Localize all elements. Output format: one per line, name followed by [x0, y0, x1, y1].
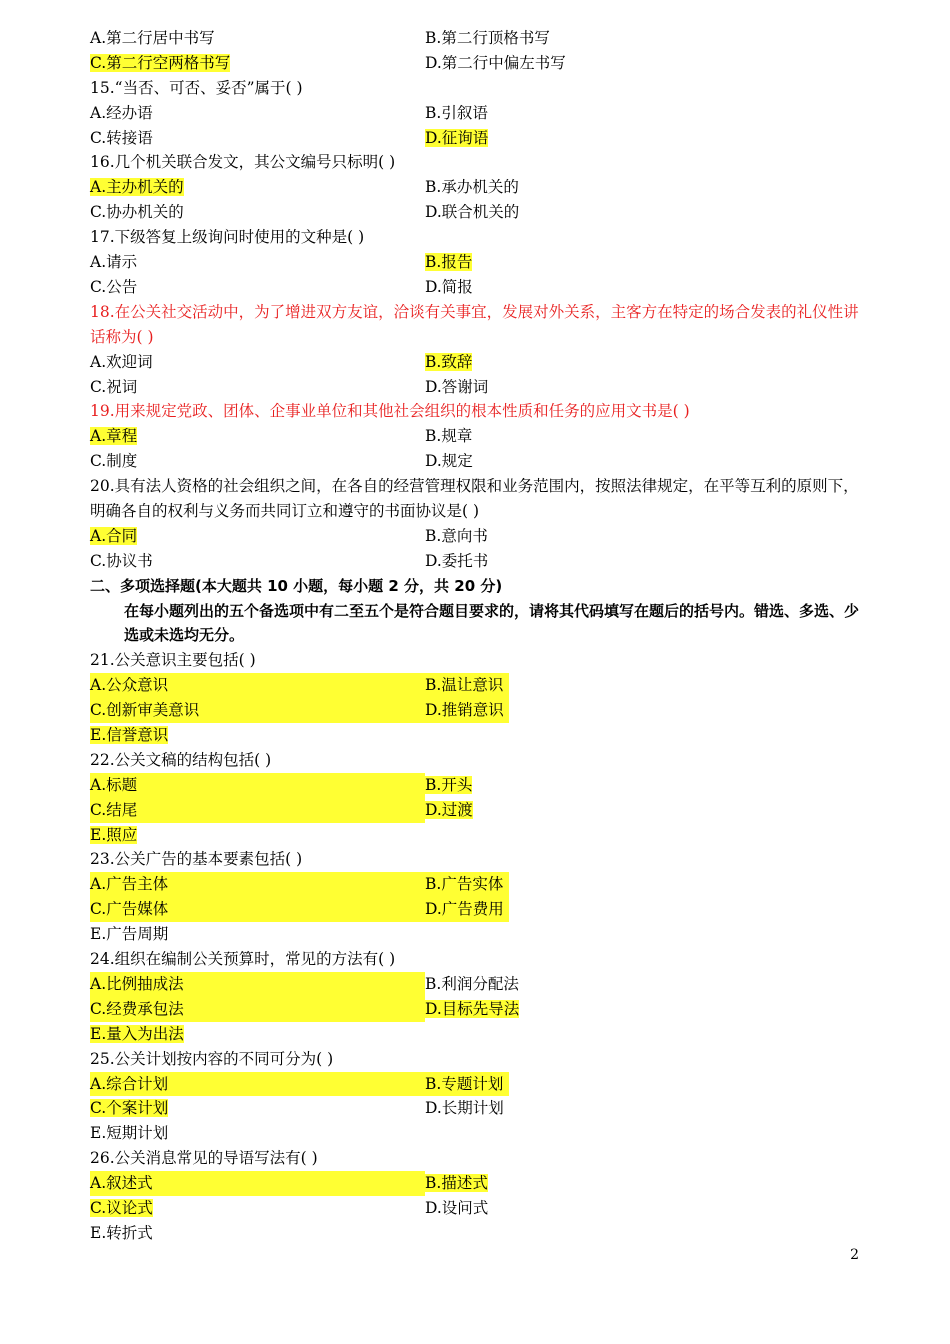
q17-option-b: B.报告	[425, 253, 473, 272]
q16-option-row-2	[90, 200, 865, 225]
q17-option-d: D.简报	[425, 277, 473, 296]
page-number: 2	[850, 1247, 859, 1263]
q23-option-a: A.广告主体	[90, 872, 425, 897]
q17-option-a: A.请示	[90, 253, 138, 272]
q15-option-row-1	[90, 101, 865, 126]
q26-stem: 26.公关消息常见的导语写法有( )	[90, 1149, 318, 1168]
q22-option-a: A.标题	[90, 773, 425, 798]
q21-option-a: A.公众意识	[90, 673, 425, 698]
q18-option-a: A.欢迎词	[90, 352, 153, 371]
q22-option-d: D.过渡	[425, 800, 473, 819]
q25-option-a: A.综合计划	[90, 1072, 425, 1097]
q18-option-c: C.祝词	[90, 377, 138, 396]
q17-option-row-1	[90, 250, 865, 275]
q22-option-b: B.开头	[425, 775, 473, 794]
q19-option-b: B.规章	[425, 427, 473, 446]
q20-option-row-2	[90, 549, 865, 574]
q19-option-a: A.章程	[90, 427, 138, 446]
q17-stem: 17.下级答复上级询问时使用的文种是( )	[90, 228, 365, 247]
q23-option-d: D.广告费用	[425, 897, 509, 922]
q23-option-c: C.广告媒体	[90, 897, 425, 922]
q14-option-d: D.第二行中偏左书写	[425, 53, 566, 72]
q18-option-row-1	[90, 350, 865, 375]
q26-option-b: B.描述式	[425, 1174, 488, 1193]
q25-stem: 25.公关计划按内容的不同可分为( )	[90, 1049, 334, 1068]
q23-option-row-2	[90, 897, 865, 922]
q25-option-row-2	[90, 1096, 865, 1121]
q15-option-b: B.引叙语	[425, 103, 488, 122]
q16-option-a: A.主办机关的	[90, 178, 184, 197]
q21-stem: 21.公关意识主要包括( )	[90, 651, 256, 670]
q22-option-row-2	[90, 798, 865, 823]
q20-option-c: C.协议书	[90, 551, 153, 570]
q26-option-e: E.转折式	[90, 1223, 153, 1242]
q23-option-row-1	[90, 872, 865, 897]
q14-option-row-2	[90, 51, 865, 76]
q15-option-c: C.转接语	[90, 128, 153, 147]
q23-option-b: B.广告实体	[425, 872, 509, 897]
q25-option-c: C.个案计划	[90, 1099, 169, 1118]
q19-option-d: D.规定	[425, 452, 473, 471]
q26-option-d: D.设问式	[425, 1198, 489, 1217]
q18-option-row-2	[90, 375, 865, 400]
q14-option-c: C.第二行空两格书写	[90, 53, 231, 72]
q24-option-a: A.比例抽成法	[90, 972, 425, 997]
q19-option-c: C.制度	[90, 452, 138, 471]
q23-stem: 23.公关广告的基本要素包括( )	[90, 850, 303, 869]
q25-option-d: D.长期计划	[425, 1099, 504, 1118]
q23-option-e: E.广告周期	[90, 925, 169, 944]
q24-option-b: B.利润分配法	[425, 974, 519, 993]
q19-option-row-2	[90, 449, 865, 474]
q19-option-row-1	[90, 424, 865, 449]
q19-stem: 19.用来规定党政、团体、企事业单位和其他社会组织的根本性质和任务的应用文书是( )	[90, 402, 690, 421]
q14-option-a: A.第二行居中书写	[90, 29, 215, 47]
section2-title: 二、多项选择题(本大题共 10 小题，每小题 2 分，共 20 分)	[90, 576, 503, 595]
q26-option-a: A.叙述式	[90, 1171, 425, 1196]
q15-option-d: D.征询语	[425, 128, 489, 147]
q15-option-row-2	[90, 126, 865, 151]
q15-stem: 15.“当否、可否、妥否”属于( )	[90, 78, 303, 97]
q18-option-b: B.致辞	[425, 352, 473, 371]
q24-option-e: E.量入为出法	[90, 1024, 184, 1043]
q25-option-e: E.短期计划	[90, 1124, 169, 1143]
q24-option-row-1	[90, 972, 865, 997]
q24-option-c: C.经费承包法	[90, 997, 425, 1022]
q20-option-a: A.合同	[90, 526, 138, 545]
q16-option-c: C.协办机关的	[90, 203, 184, 222]
q17-option-c: C.公告	[90, 277, 138, 296]
q20-option-row-1	[90, 524, 865, 549]
q18-stem: 18.在公关社交活动中，为了增进双方友谊，洽谈有关事宜，发展对外关系，主客方在特定的场合发表的礼仪性讲话称为( )	[90, 302, 859, 346]
q14-option-b: B.第二行顶格书写	[425, 29, 550, 47]
q22-stem: 22.公关文稿的结构包括( )	[90, 750, 272, 769]
q25-option-row-1	[90, 1072, 865, 1097]
q22-option-c: C.结尾	[90, 798, 425, 823]
q21-option-row-1	[90, 673, 865, 698]
q24-option-d: D.目标先导法	[425, 999, 520, 1018]
q16-option-b: B.承办机关的	[425, 178, 519, 197]
q16-option-row-1	[90, 175, 865, 200]
q21-option-c: C.创新审美意识	[90, 698, 425, 723]
q17-option-row-2	[90, 275, 865, 300]
q26-option-row-2	[90, 1196, 865, 1221]
q15-option-a: A.经办语	[90, 103, 153, 122]
q22-option-e: E.照应	[90, 825, 138, 844]
section2-instruction: 在每小题列出的五个备选项中有二至五个是符合题目要求的，请将其代码填写在题后的括号内。错选、多选、少选或未选均无分。	[124, 601, 860, 645]
exam-page	[90, 26, 865, 1246]
q24-stem: 24.组织在编制公关预算时，常见的方法有( )	[90, 950, 396, 969]
q22-option-row-1	[90, 773, 865, 798]
q14-option-row-1	[90, 26, 865, 51]
q18-option-d: D.答谢词	[425, 377, 489, 396]
q21-option-e: E.信誉意识	[90, 726, 169, 745]
q16-option-d: D.联合机关的	[425, 203, 520, 222]
q21-option-d: D.推销意识	[425, 698, 509, 723]
q26-option-c: C.议论式	[90, 1198, 153, 1217]
q24-option-row-2	[90, 997, 865, 1022]
q20-option-d: D.委托书	[425, 551, 489, 570]
q20-stem: 20.具有法人资格的社会组织之间，在各自的经营管理权限和业务范围内，按照法律规定，在平等互利的原则下，明确各自的权利与义务而共同订立和遵守的书面协议是( )	[90, 477, 859, 520]
q21-option-row-2	[90, 698, 865, 723]
q21-option-b: B.温让意识	[425, 673, 509, 698]
q26-option-row-1	[90, 1171, 865, 1196]
q25-option-b: B.专题计划	[425, 1072, 509, 1097]
q16-stem: 16.几个机关联合发文，其公文编号只标明( )	[90, 153, 396, 172]
q20-option-b: B.意向书	[425, 526, 488, 545]
